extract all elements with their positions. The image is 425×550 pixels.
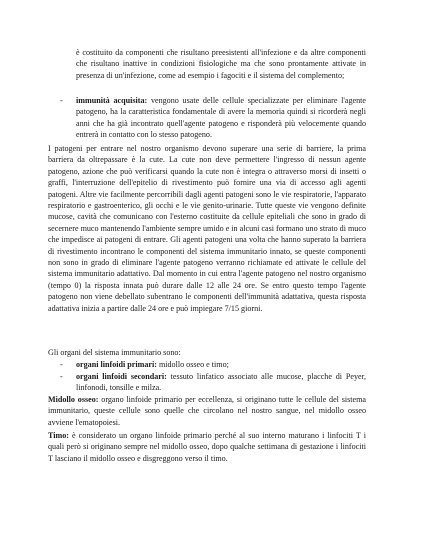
bone-marrow-paragraph [48, 394, 366, 428]
bullet-marker: - [60, 372, 63, 381]
primary-organs-item [76, 359, 366, 370]
thymus-paragraph [48, 430, 366, 464]
acquired-immunity-term: immunità acquisita: [76, 96, 148, 105]
primary-organs-term: organi linfoidi primari: [76, 360, 157, 369]
thymus-text: è considerato un organo linfoide primario perché al suo interno maturano i linfociti T i quali però si originano sempre nel midollo osseo, dopo qualche settimana di gestazione i linfociti T lasciano il midollo osseo e disgreggono verso il timo. [48, 431, 366, 463]
secondary-organs-term: organi linfoidi secondari: [76, 372, 167, 381]
intro-continuation: è costituito da componenti che risultano preesistenti all'infezione e da altre componenti che risultano inattive in condizioni fisiologiche ma che sono prontamente attivate in presenza di un'infezione, come ad esempio i fagociti e il sistema del complemento; [76, 48, 366, 80]
bullet-marker: - [60, 96, 63, 105]
organs-intro: Gli organi del sistema immunitario sono: [48, 348, 181, 357]
acquired-immunity-item [76, 95, 366, 141]
secondary-organs-text: tessuto linfatico associato alle mucose, placche di Peyer, linfonodi, tonsille e milza. [76, 372, 366, 393]
thymus-term: Timo: [48, 431, 69, 440]
secondary-organs-item [76, 371, 366, 394]
primary-organs-text: midollo osseo e timo; [156, 360, 229, 369]
acquired-immunity-text: vengono usate delle cellule specializzate per eliminare l'agente patogeno, ha la caratteristica fondamentale di avere la memoria quindi si ricorderà negli anni che ha già incontrato quell'agente patogeno e risponderà più velocemente quando entrerà in contatto con lo stesso patogeno. [76, 96, 366, 140]
bone-marrow-term: Midollo osseo: [48, 395, 99, 404]
bone-marrow-text: organo linfoide primario per eccellenza, si originano tutte le cellule del sistema immunitario, queste cellule sono quelle che circolano nel nostro sangue, nel midollo osseo avviene l'ematopoiesi. [48, 395, 367, 427]
main-paragraph: I patogeni per entrare nel nostro organismo devono superare una serie di barriere, la prima barriera da oltrepassare è la cute. La cute non deve permettere l'ingresso di nessun agente patogeno, azione che può verificarsi quando la cute non è integra o attraverso morsi di insetti o graffi, l'interruzione dell'epitelio di rivestimento può fornire una via di accesso agli agenti patogeni. Altre vie facilmente percorribili dagli agenti patogeni sono le vie respiratorie, l'apparato respiratorio e gastroenterico, gli occhi e le vie genito-urinarie. Tutte queste vie vengono definite mucose, cavità che comunicano con l'esterno costituite da cellule epiteliali che sono in grado di secernere muco mantenendo l'ambiente sempre umido e in alcuni casi formano uno strato di muco che impedisce ai patogeni di entrare. Gli agenti patogeni una volta che hanno superato la barriera di rivestimento incontrano le componenti del sistema immunitario innato, se queste componenti non sono in grado di eliminare l'agente patogeno verranno richiamate ed attivate le cellule del sistema immunitario adattativo. Dal momento in cui entra l'agente patogeno nel nostro organismo (tempo 0) la risposta innata può durare dalle 12 alle 24 ore. Se entro questo tempo l'agente patogeno non viene debellato subentrano le componenti dell'immunità adattativa, questa risposta adattativa inizia a partire dalle 24 ore e può impiegare 7/15 giorni. [48, 144, 366, 313]
bullet-marker: - [60, 360, 63, 369]
